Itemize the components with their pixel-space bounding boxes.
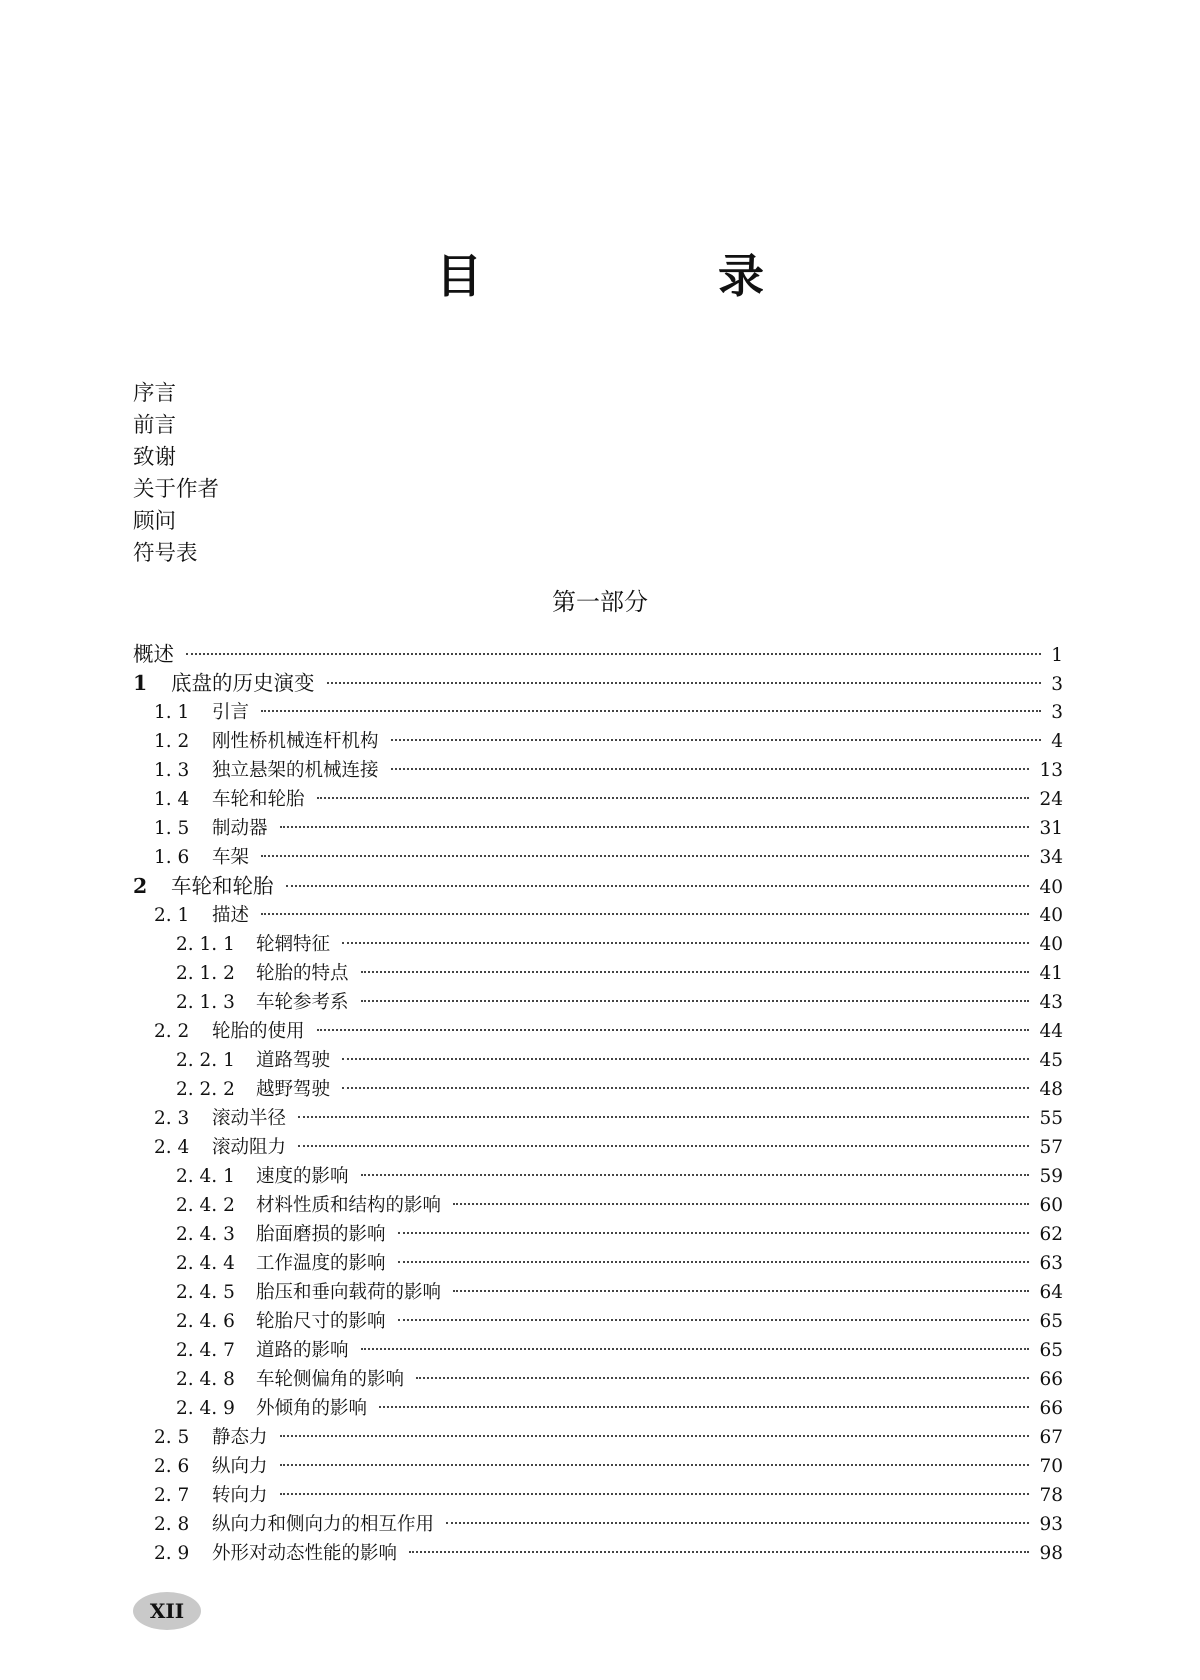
toc-entry-page: 1	[1051, 645, 1063, 666]
toc-entry-title: 车架	[212, 847, 250, 868]
toc-entry-page: 13	[1039, 760, 1063, 781]
toc-entry-page: 31	[1039, 818, 1063, 839]
part-heading: 第一部分	[552, 588, 648, 616]
toc-entry-number: 2. 4. 3	[176, 1224, 235, 1245]
toc-entry-number: 2. 4. 7	[176, 1340, 235, 1361]
toc-entry-page: 40	[1039, 934, 1063, 955]
toc-entry-title: 材料性质和结构的影响	[256, 1195, 442, 1216]
toc-dot-leader	[317, 797, 1030, 799]
toc-entry-page: 59	[1039, 1166, 1063, 1187]
toc-entry-page: 78	[1039, 1485, 1063, 1506]
toc-entry-page: 98	[1039, 1543, 1063, 1564]
toc-entry-title: 车轮侧偏角的影响	[256, 1369, 405, 1390]
toc-entry-page: 40	[1039, 877, 1063, 898]
front-matter-item[interactable]: 符号表	[133, 541, 198, 566]
toc-entry-title: 道路驾驶	[256, 1050, 331, 1071]
toc-dot-leader	[261, 855, 1029, 857]
toc-dot-leader	[280, 1464, 1030, 1466]
toc-entry[interactable]	[133, 959, 1063, 988]
toc-entry-number: 2. 1. 1	[176, 934, 235, 955]
toc-entry-page: 44	[1039, 1021, 1063, 1042]
toc-entry-title: 静态力	[212, 1427, 268, 1448]
toc-entry-title: 轮胎尺寸的影响	[256, 1311, 386, 1332]
toc-entry-title: 刚性桥机械连杆机构	[212, 731, 379, 752]
toc-entry[interactable]	[133, 1162, 1063, 1191]
toc-entry[interactable]	[133, 930, 1063, 959]
toc-entry-page: 55	[1039, 1108, 1063, 1129]
toc-dot-leader	[280, 826, 1030, 828]
toc-entry-title: 纵向力	[212, 1456, 268, 1477]
toc-entry-page: 3	[1051, 702, 1063, 723]
toc-entry-title: 轮胎的特点	[256, 963, 349, 984]
toc-dot-leader	[261, 710, 1041, 712]
toc-entry[interactable]	[133, 1481, 1063, 1510]
toc-entry-number: 2. 4. 5	[176, 1282, 235, 1303]
toc-entry[interactable]	[133, 698, 1063, 727]
toc-entry-number: 2. 9	[154, 1543, 190, 1564]
toc-entry-number: 2. 6	[154, 1456, 190, 1477]
toc-entry-title: 滚动阻力	[212, 1137, 287, 1158]
toc-entry-number: 1. 5	[154, 818, 190, 839]
toc-entry[interactable]	[133, 1075, 1063, 1104]
toc-entry-page: 65	[1039, 1340, 1063, 1361]
toc-dot-leader	[398, 1232, 1030, 1234]
toc-entry[interactable]	[133, 872, 1063, 901]
toc-entry-title: 外倾角的影响	[256, 1398, 368, 1419]
toc-entry-title: 速度的影响	[256, 1166, 349, 1187]
toc-dot-leader	[409, 1551, 1029, 1553]
toc-dot-leader	[342, 1058, 1029, 1060]
toc-entry[interactable]	[133, 901, 1063, 930]
toc-entry-number: 2. 1	[154, 905, 190, 926]
toc-entry-page: 66	[1039, 1369, 1063, 1390]
toc-entry-number: 2. 4. 9	[176, 1398, 235, 1419]
toc-entry-title: 外形对动态性能的影响	[212, 1543, 398, 1564]
front-matter-item[interactable]: 顾问	[133, 509, 177, 534]
toc-entry[interactable]	[133, 843, 1063, 872]
toc-entry-title: 描述	[212, 905, 250, 926]
toc-dot-leader	[298, 1116, 1029, 1118]
toc-entry[interactable]	[133, 1394, 1063, 1423]
toc-entry-page: 60	[1039, 1195, 1063, 1216]
front-matter-item[interactable]: 关于作者	[133, 477, 220, 502]
front-matter-list	[133, 378, 219, 570]
toc-dot-leader	[391, 768, 1030, 770]
toc-dot-leader	[416, 1377, 1029, 1379]
toc-entry-page: 24	[1039, 789, 1063, 810]
front-matter-item[interactable]: 前言	[133, 413, 177, 438]
toc-entry-title: 道路的影响	[256, 1340, 349, 1361]
toc-entry[interactable]	[133, 814, 1063, 843]
toc-entry-page: 70	[1039, 1456, 1063, 1477]
front-matter-item[interactable]: 致谢	[133, 445, 177, 470]
toc-entry-number: 2. 8	[154, 1514, 190, 1535]
toc-dot-leader	[342, 1087, 1029, 1089]
toc-entry-number: 2. 5	[154, 1427, 190, 1448]
toc-entry-number: 2. 2	[154, 1021, 190, 1042]
toc-entry-title: 工作温度的影响	[256, 1253, 386, 1274]
toc-dot-leader	[280, 1493, 1030, 1495]
toc-entry-page: 41	[1039, 963, 1063, 984]
toc-entry-title: 车轮和轮胎	[171, 874, 274, 898]
toc-dot-leader	[361, 1174, 1030, 1176]
toc-dot-leader	[398, 1261, 1030, 1263]
toc-entry-page: 43	[1039, 992, 1063, 1013]
toc-entry[interactable]	[133, 1017, 1063, 1046]
toc-entry[interactable]	[133, 640, 1063, 669]
toc-entry-number: 2. 4. 2	[176, 1195, 235, 1216]
toc-entry-title: 底盘的历史演变	[171, 671, 315, 695]
page-number-badge: XII	[133, 1592, 201, 1630]
toc-entry-page: 3	[1051, 674, 1063, 695]
toc-entry-number: 2. 4. 4	[176, 1253, 235, 1274]
toc-entry-number: 2. 7	[154, 1485, 190, 1506]
toc-entry-title: 制动器	[212, 818, 268, 839]
toc-entry-title: 引言	[212, 702, 250, 723]
toc-entry-number: 2. 2. 2	[176, 1079, 235, 1100]
toc-entry-page: 66	[1039, 1398, 1063, 1419]
toc-dot-leader	[446, 1522, 1029, 1524]
toc-entry-page: 65	[1039, 1311, 1063, 1332]
toc-entry-number: 2. 4	[154, 1137, 190, 1158]
toc-entry-title: 车轮和轮胎	[212, 789, 305, 810]
toc-entry[interactable]	[133, 1510, 1063, 1539]
toc-entry[interactable]	[133, 1539, 1063, 1568]
toc-entry-page: 57	[1039, 1137, 1063, 1158]
toc-entry[interactable]	[133, 1104, 1063, 1133]
toc-entry-title: 轮辋特征	[256, 934, 331, 955]
toc-entry-page: 93	[1039, 1514, 1063, 1535]
toc-entry-number: 1	[133, 671, 148, 695]
front-matter-item[interactable]: 序言	[133, 381, 177, 406]
toc-dot-leader	[361, 1000, 1030, 1002]
toc-entry-title: 胎面磨损的影响	[256, 1224, 386, 1245]
toc-entry-page: 64	[1039, 1282, 1063, 1303]
toc-entry-number: 2. 3	[154, 1108, 190, 1129]
toc-entry[interactable]	[133, 1249, 1063, 1278]
toc-entry-number: 2. 1. 2	[176, 963, 235, 984]
toc-entry-page: 34	[1039, 847, 1063, 868]
toc-entry-number: 1. 1	[154, 702, 190, 723]
toc-entry-number: 2. 4. 1	[176, 1166, 235, 1187]
toc-entry-number: 2. 4. 8	[176, 1369, 235, 1390]
toc-entry-number: 2. 2. 1	[176, 1050, 235, 1071]
toc-entry[interactable]	[133, 1336, 1063, 1365]
toc-entry[interactable]	[133, 756, 1063, 785]
toc-dot-leader	[361, 971, 1030, 973]
toc-entry-number: 2. 4. 6	[176, 1311, 235, 1332]
toc-entry-page: 45	[1039, 1050, 1063, 1071]
toc-entry-page: 63	[1039, 1253, 1063, 1274]
toc-entry[interactable]	[133, 1307, 1063, 1336]
toc-entry[interactable]	[133, 1133, 1063, 1162]
toc-dot-leader	[453, 1290, 1029, 1292]
toc-entry-title: 轮胎的使用	[212, 1021, 305, 1042]
toc-dot-leader	[391, 739, 1042, 741]
toc-entry-number: 2. 1. 3	[176, 992, 235, 1013]
toc-entry-title: 胎压和垂向载荷的影响	[256, 1282, 442, 1303]
toc-dot-leader	[453, 1203, 1029, 1205]
table-of-contents	[133, 640, 1063, 1568]
toc-entry[interactable]	[133, 1278, 1063, 1307]
toc-entry-title: 滚动半径	[212, 1108, 287, 1129]
toc-dot-leader	[280, 1435, 1030, 1437]
toc-entry-number: 1. 3	[154, 760, 190, 781]
toc-entry-number: 1. 6	[154, 847, 190, 868]
toc-dot-leader	[286, 885, 1030, 887]
toc-dot-leader	[361, 1348, 1030, 1350]
toc-entry[interactable]	[133, 1452, 1063, 1481]
toc-dot-leader	[317, 1029, 1030, 1031]
toc-dot-leader	[186, 653, 1041, 655]
toc-entry-number: 2	[133, 874, 148, 898]
toc-entry[interactable]	[133, 1191, 1063, 1220]
toc-entry[interactable]	[133, 1365, 1063, 1394]
toc-dot-leader	[327, 682, 1042, 684]
toc-entry[interactable]	[133, 727, 1063, 756]
toc-entry-page: 4	[1051, 731, 1063, 752]
toc-dot-leader	[398, 1319, 1030, 1321]
toc-entry-number: 1. 2	[154, 731, 190, 752]
toc-entry[interactable]	[133, 785, 1063, 814]
toc-entry-title: 越野驾驶	[256, 1079, 331, 1100]
page-title: 目 录	[435, 249, 874, 303]
toc-entry[interactable]	[133, 1423, 1063, 1452]
toc-entry[interactable]	[133, 669, 1063, 698]
toc-entry-title: 概述	[133, 642, 174, 666]
toc-entry[interactable]	[133, 1046, 1063, 1075]
toc-entry-title: 车轮参考系	[256, 992, 349, 1013]
toc-entry-title: 转向力	[212, 1485, 268, 1506]
toc-entry-page: 48	[1039, 1079, 1063, 1100]
toc-entry[interactable]	[133, 1220, 1063, 1249]
toc-dot-leader	[342, 942, 1029, 944]
toc-dot-leader	[261, 913, 1029, 915]
toc-entry-page: 62	[1039, 1224, 1063, 1245]
toc-dot-leader	[379, 1406, 1029, 1408]
toc-entry-title: 独立悬架的机械连接	[212, 760, 379, 781]
toc-entry-page: 67	[1039, 1427, 1063, 1448]
toc-entry-title: 纵向力和侧向力的相互作用	[212, 1514, 435, 1535]
toc-entry[interactable]	[133, 988, 1063, 1017]
toc-entry-page: 40	[1039, 905, 1063, 926]
toc-entry-number: 1. 4	[154, 789, 190, 810]
toc-dot-leader	[298, 1145, 1029, 1147]
